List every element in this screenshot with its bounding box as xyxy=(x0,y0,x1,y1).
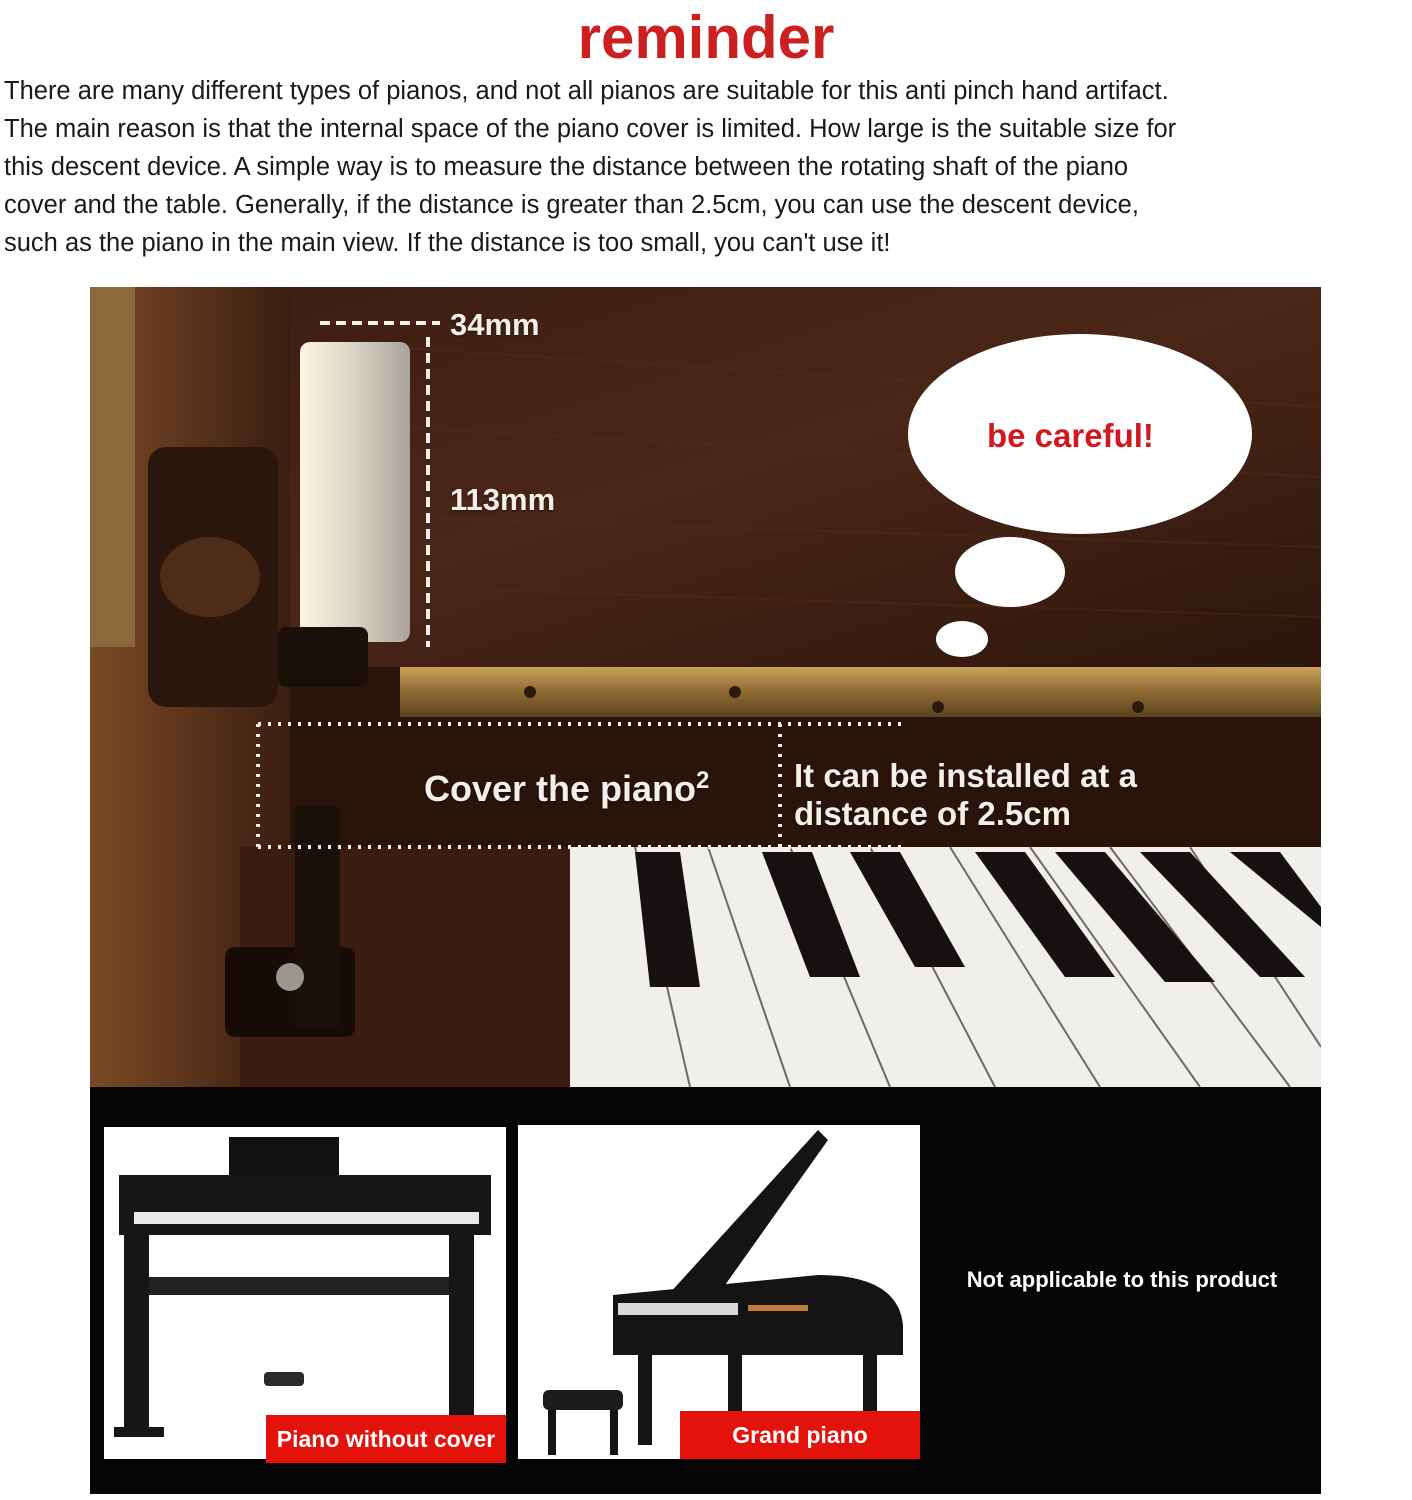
grand-piano-image xyxy=(518,1125,920,1459)
measurement-34mm: 34mm xyxy=(450,307,540,342)
cover-label-text: Cover the piano xyxy=(424,768,697,809)
install-note-line: distance of 2.5cm xyxy=(794,795,1071,832)
piano-photo xyxy=(90,287,1321,1087)
grand-piano-card xyxy=(518,1125,920,1459)
intro-line: such as the piano in the main view. If the distance is too small, you can't use it! xyxy=(4,229,891,257)
intro-line: this descent device. A simple way is to measure the distance between the rotating shaft of the piano xyxy=(4,153,1129,181)
cover-label xyxy=(424,767,709,810)
grand-piano-tag: Grand piano xyxy=(680,1411,920,1459)
piano-without-cover-tag: Piano without cover xyxy=(266,1415,506,1463)
intro-line: There are many different types of pianos, and not all pianos are suitable for this anti pinch hand artifact. xyxy=(4,77,1169,105)
not-applicable-panel xyxy=(90,1087,1321,1494)
cover-label-superscript: 2 xyxy=(696,767,710,794)
install-note-line: It can be installed at a xyxy=(794,757,1137,794)
not-applicable-note: Not applicable to this product xyxy=(966,1267,1278,1292)
warning-bubble-text: be careful! xyxy=(987,417,1154,454)
measurement-113mm: 113mm xyxy=(450,482,556,517)
digital-piano-card xyxy=(104,1127,506,1459)
intro-line: cover and the table. Generally, if the distance is greater than 2.5cm, you can use the descent device, xyxy=(4,191,1139,219)
intro-paragraph xyxy=(4,72,1410,262)
piano-illustration xyxy=(90,287,1321,1087)
digital-piano-image xyxy=(104,1127,506,1459)
intro-line: The main reason is that the internal space of the piano cover is limited. How large is the suitable size for xyxy=(4,115,1177,143)
install-note xyxy=(794,757,1137,833)
page-title: reminder xyxy=(577,4,835,71)
